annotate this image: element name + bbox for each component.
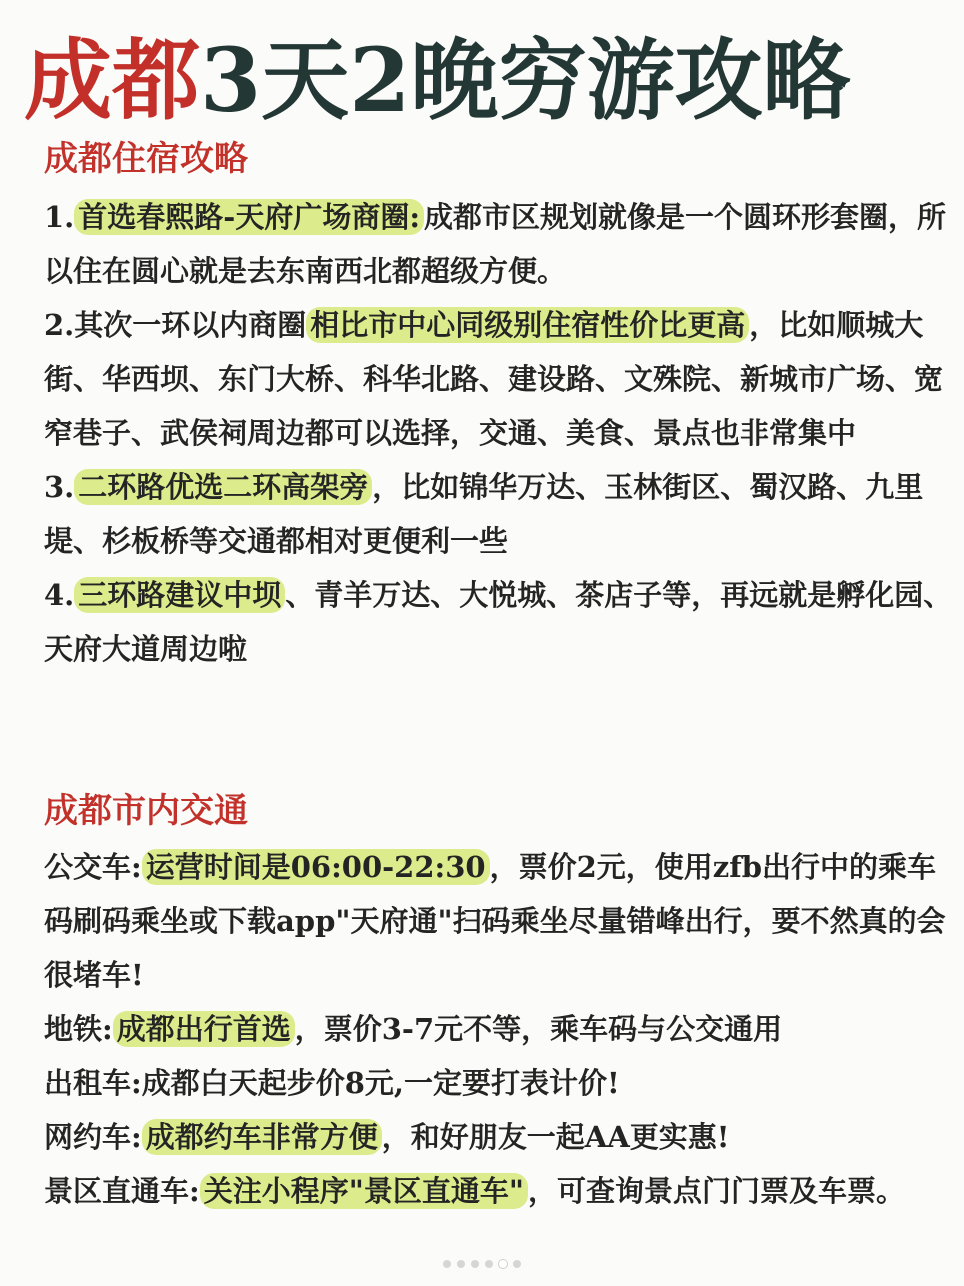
title-city: 成都 [24,28,201,132]
transport-item-taxi: 出租车:成都白天起步价8元,一定要打表计价! [44,1066,620,1100]
page-dot[interactable] [485,1260,493,1268]
highlight-mark: 三环路建议中坝 [74,577,285,613]
transport-heading: 成都市内交通 [44,791,248,831]
accommodation-item-3: 3. 二环路优选二环高架旁 ，比如锦华万达、玉林街区、蜀汉路、九里堤、杉板桥等交通都相对更便利一些 [44,470,924,558]
transport-item-ridehail: 网约车: 成都约车非常方便 ，和好朋友一起AA更实惠! [44,1120,730,1154]
transport-item-metro: 地铁: 成都出行首选 ，票价3-7元不等，乘车码与公交通用 [44,1012,783,1046]
page-dot[interactable] [513,1260,521,1268]
transport-item-shuttle: 景区直通车: 关注小程序"景区直通车" ，可查询景点门门票及车票。 [44,1174,905,1208]
highlight-mark: 成都约车非常方便 [142,1119,382,1155]
page-dot[interactable] [443,1260,451,1268]
accommodation-list [44,190,956,676]
highlight-mark: 相比市中心同级别住宿性价比更高 [306,307,749,343]
highlight-mark: 成都出行首选 [113,1011,295,1047]
transport-list [44,840,956,1218]
highlight-mark: 二环路优选二环高架旁 [74,469,372,505]
highlight-mark: 首选春熙路-天府广场商圈: [74,199,424,235]
transport-item-bus: 公交车: 运营时间是06:00-22:30 ，票价2元，使用zfb出行中的乘车码刷码乘坐或下载app"天府通"扫码乘坐尽量错峰出行，要不然真的会很堵车! [44,850,946,992]
accommodation-item-1: 1. 首选春熙路-天府广场商圈: 成都市区规划就像是一个圆环形套圈，所以住在圆心就是去东南西北都超级方便。 [44,200,947,288]
title-subject: 3天2晚穷游攻略 [200,28,851,132]
highlight-mark: 运营时间是06:00-22:30 [142,849,490,885]
page-dot-active[interactable] [499,1260,507,1268]
highlight-mark: 关注小程序"景区直通车" [200,1173,528,1209]
accommodation-heading: 成都住宿攻略 [44,139,248,179]
page-title [24,20,954,140]
page-indicator[interactable] [442,1258,522,1270]
page-dot[interactable] [457,1260,465,1268]
accommodation-item-4: 4. 三环路建议中坝 、青羊万达、大悦城、茶店子等，再远就是孵化园、天府大道周边啦 [44,578,953,666]
accommodation-item-2: 2.其次一环以内商圈 相比市中心同级别住宿性价比更高 ，比如顺城大街、华西坝、东门大桥、科华北路、建设路、文殊院、新城市广场、宽窄巷子、武侯祠周边都可以选择，交通、美食、景点也非常集中 [44,308,944,450]
page-dot[interactable] [471,1260,479,1268]
